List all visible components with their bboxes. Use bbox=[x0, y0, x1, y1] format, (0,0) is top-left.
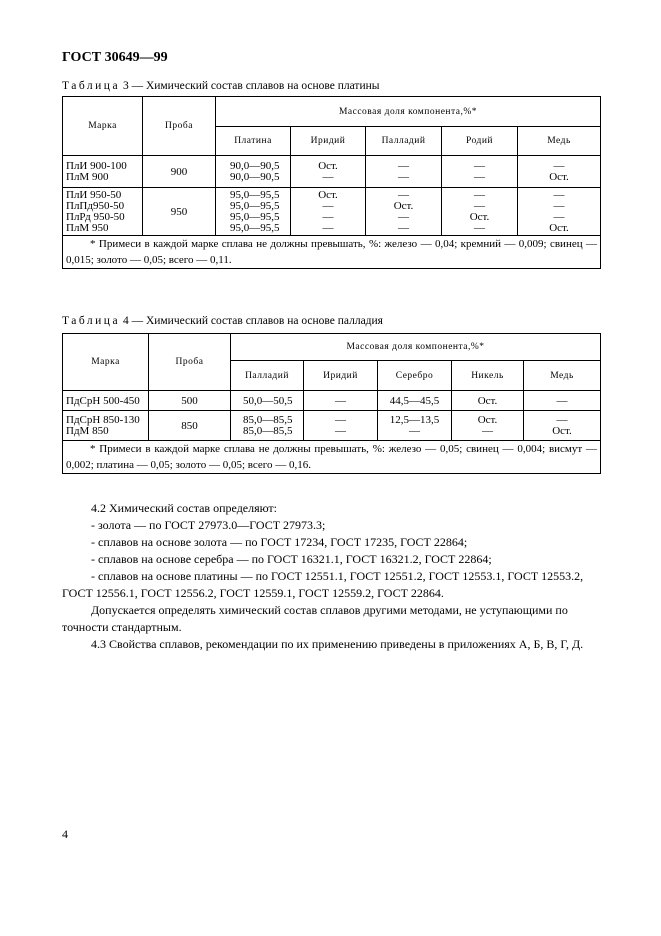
table4-caption-word: Таблица bbox=[62, 315, 121, 327]
value-cell: Ост. bbox=[452, 391, 524, 411]
table3-caption-text: 3 — Химический состав сплавов на основе платины bbox=[120, 80, 380, 92]
value-cell: 44,5—45,5 bbox=[378, 391, 452, 411]
list-item-continuation: ГОСТ 12556.1, ГОСТ 12556.2, ГОСТ 12559.1, ГОСТ 12559.2, ГОСТ 22864. bbox=[62, 586, 444, 600]
mark-cell: ПлИ 950-50 ПлПд950-50 ПлРд 950-50 ПлМ 950 bbox=[63, 188, 143, 236]
list-item: - сплавов на основе золота — по ГОСТ 17234, ГОСТ 17235, ГОСТ 22864; bbox=[91, 535, 468, 549]
table4-header-mark: Марка bbox=[63, 334, 149, 391]
table4-caption bbox=[62, 315, 383, 327]
table4-header-col: Серебро bbox=[378, 361, 452, 391]
table3 bbox=[62, 96, 601, 269]
table3-header-mark: Марка bbox=[63, 97, 143, 156]
value-cell: — — bbox=[442, 156, 518, 188]
table4-footnote: * Примеси в каждой марке сплава не должны превышать, %: железо — 0,05; свинец — 0,004; висмут — 0,002; платина — 0,05; золото — 0,05; всего — 0,16. bbox=[63, 441, 601, 474]
proba-cell: 900 bbox=[143, 156, 216, 188]
value-cell: — Ост. bbox=[518, 156, 601, 188]
table3-footnote: * Примеси в каждой марке сплава не должны превышать, %: железо — 0,04; кремний — 0,009; свинец — 0,015; золото — 0,05; всего — 0,11. bbox=[63, 236, 601, 269]
table3-header-col: Палладий bbox=[366, 127, 442, 156]
table-row bbox=[63, 411, 601, 441]
table3-header-col: Иридий bbox=[291, 127, 366, 156]
paragraph: Допускается определять химический состав сплавов другими методами, не уступающими по bbox=[91, 603, 568, 617]
value-cell: Ост. — bbox=[452, 411, 524, 441]
table3-header-col: Медь bbox=[518, 127, 601, 156]
table4-caption-text: 4 — Химический состав сплавов на основе палладия bbox=[120, 315, 383, 327]
list-item: - сплавов на основе платины — по ГОСТ 12551.1, ГОСТ 12551.2, ГОСТ 12553.1, ГОСТ 12553.2, bbox=[91, 569, 584, 583]
value-cell: 85,0—85,5 85,0—85,5 bbox=[231, 411, 304, 441]
mark-cell: ПдСрН 850-130 ПдМ 850 bbox=[63, 411, 149, 441]
value-cell: — — Ост. — bbox=[442, 188, 518, 236]
table4-header-col: Палладий bbox=[231, 361, 304, 391]
table3-header-proba: Проба bbox=[143, 97, 216, 156]
table4-header-col: Иридий bbox=[304, 361, 378, 391]
value-cell: — — — Ост. bbox=[518, 188, 601, 236]
proba-cell: 850 bbox=[149, 411, 231, 441]
value-cell: 95,0—95,5 95,0—95,5 95,0—95,5 95,0—95,5 bbox=[216, 188, 291, 236]
proba-cell: 500 bbox=[149, 391, 231, 411]
value-cell: — — bbox=[304, 411, 378, 441]
table3-header-group: Массовая доля компонента,%* bbox=[216, 97, 601, 127]
table4-header-col: Медь bbox=[524, 361, 601, 391]
value-cell: — Ост. bbox=[524, 411, 601, 441]
table-row bbox=[63, 188, 601, 236]
table3-header-col: Платина bbox=[216, 127, 291, 156]
list-item: - золота — по ГОСТ 27973.0—ГОСТ 27973.3; bbox=[91, 518, 326, 532]
page-number: 4 bbox=[62, 827, 68, 841]
mark-cell: ПлИ 900-100 ПлМ 900 bbox=[63, 156, 143, 188]
section-4-3-paragraph: 4.3 Свойства сплавов, рекомендации по их применению приведены в приложениях А, Б, В, Г, Д. bbox=[91, 637, 584, 651]
document-header: ГОСТ 30649—99 bbox=[62, 50, 168, 65]
table4 bbox=[62, 333, 601, 474]
value-cell: Ост. — bbox=[291, 156, 366, 188]
value-cell: Ост. — — — bbox=[291, 188, 366, 236]
value-cell: — bbox=[304, 391, 378, 411]
value-cell: 12,5—13,5 — bbox=[378, 411, 452, 441]
value-cell: — bbox=[524, 391, 601, 411]
table-row bbox=[63, 156, 601, 188]
table4-header-group: Массовая доля компонента,%* bbox=[231, 334, 601, 361]
mark-cell: ПдСрН 500-450 bbox=[63, 391, 149, 411]
value-cell: 90,0—90,5 90,0—90,5 bbox=[216, 156, 291, 188]
value-cell: — Ост. — — bbox=[366, 188, 442, 236]
table3-header-col: Родий bbox=[442, 127, 518, 156]
paragraph-continuation: точности стандартным. bbox=[62, 620, 182, 634]
table4-header-col: Никель bbox=[452, 361, 524, 391]
table-row bbox=[63, 391, 601, 411]
value-cell: — — bbox=[366, 156, 442, 188]
section-4-2-heading: 4.2 Химический состав определяют: bbox=[91, 501, 278, 515]
value-cell: 50,0—50,5 bbox=[231, 391, 304, 411]
list-item: - сплавов на основе серебра — по ГОСТ 16321.1, ГОСТ 16321.2, ГОСТ 22864; bbox=[91, 552, 492, 566]
table3-caption bbox=[62, 80, 380, 92]
table4-header-proba: Проба bbox=[149, 334, 231, 391]
proba-cell: 950 bbox=[143, 188, 216, 236]
table3-caption-word: Таблица bbox=[62, 80, 121, 92]
